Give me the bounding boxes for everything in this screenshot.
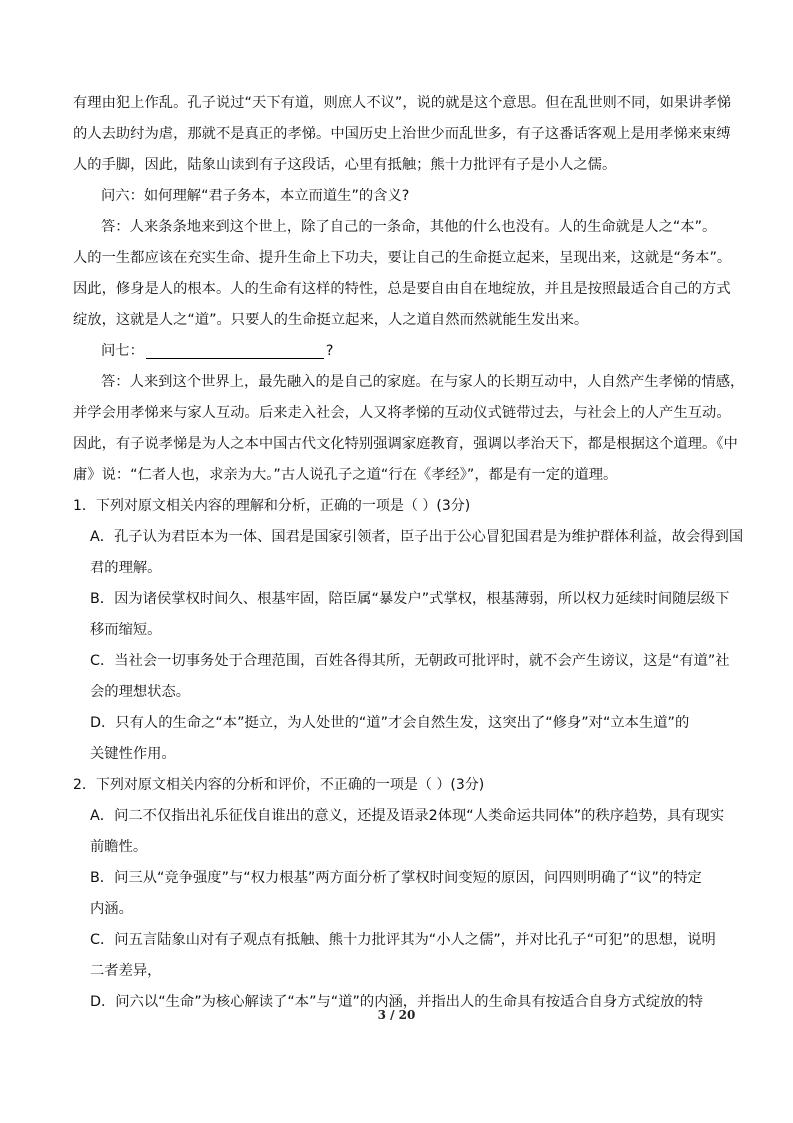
question-2-stem: 2．下列对原文相关内容的分析和评价，不正确的一项是（ ）(3分)	[73, 777, 485, 793]
question-1-option-b-cont: 移而缩短。	[90, 622, 162, 638]
q6-answer-line: 因此，修身是人的根本。人的生命有这样的特性，总是要自由自在地绽放，并且是按照最适合自己的方式	[73, 281, 731, 297]
q7-question-prefix: 问七：	[101, 343, 144, 359]
question-2-option-c-cont: 二者差异，	[90, 963, 162, 979]
question-1-option-d[interactable]: D．只有人的生命之“本”挺立，为人处世的“道”才会自然生发，这突出了“修身”对“立本生道”的	[90, 715, 690, 731]
q6-answer-line: 人的一生都应该在充实生命、提升生命上下功夫，要让自己的生命挺立起来，呈现出来，这就是“务本”。	[73, 250, 732, 266]
paragraph-line: 人的手脚，因此，陆象山读到有子这段话，心里有抵触；熊十力批评有子是小人之儒。	[73, 157, 617, 173]
question-2-option-a[interactable]: A．问二不仅指出礼乐征伐自谁出的意义，还提及语录2体现“人类命运共同体”的秩序趋势，具有现实	[90, 808, 725, 824]
question-2-option-b[interactable]: B．问三从“竞争强度”与“权力根基”两方面分析了掌权时间变短的原因，问四则明确了“议”的特定	[90, 870, 702, 886]
paragraph-line: 的人去助纣为虐，那就不是真正的孝悌。中国历史上治世少而乱世多，有子这番话客观上是用孝悌来束缚	[73, 126, 731, 142]
question-1-option-d-cont: 关键性作用。	[90, 746, 176, 762]
question-2-option-a-cont: 前瞻性。	[90, 839, 148, 855]
q7-question	[73, 336, 725, 367]
question-1-option-c[interactable]: C．当社会一切事务处于合理范围，百姓各得其所，无朝政可批评时，就不会产生谤议，这是“有道”社	[90, 653, 730, 669]
document-body	[73, 88, 745, 1018]
page-number: 3 / 20	[377, 1008, 416, 1022]
q6-answer-line: 绽放，这就是人之“道”。只要人的生命挺立起来，人之道自然而然就能生发出来。	[73, 312, 589, 328]
q6-question: 问六：如何理解“君子务本，本立而道生”的含义?	[101, 188, 410, 204]
q7-answer-line: 因此，有子说孝悌是为人之本中国古代文化特别强调家庭教育，强调以孝治天下，都是根据这个道理。《中	[73, 436, 738, 452]
question-1-option-b[interactable]: B．因为诸侯掌权时间久、根基牢固，陪臣属“暴发户”式掌权，根基薄弱，所以权力延续时间随层级下	[90, 591, 730, 607]
paragraph-line: 有理由犯上作乱。孔子说过“天下有道，则庶人不议”，说的就是这个意思。但在乱世则不同，如果讲孝悌	[73, 95, 732, 111]
q7-question-suffix: ?	[325, 343, 334, 359]
question-1-stem: 1．下列对原文相关内容的理解和分析，正确的一项是（ ）(3分)	[73, 498, 471, 514]
q7-answer-line: 并学会用孝悌来与家人互动。后来走入社会，人又将孝悌的互动仪式链带过去，与社会上的人产生互动。	[73, 405, 731, 421]
question-1-option-a-cont: 君的理解。	[90, 560, 162, 576]
q6-answer-line: 答：人来条条地来到这个世上，除了自己的一条命，其他的什么也没有。人的生命就是人之“本”。	[101, 219, 717, 235]
question-2-option-c[interactable]: C．问五言陆象山对有子观点有抵触、熊十力批评其为“小人之儒”，并对比孔子“可犯”的思想，说明	[90, 932, 716, 948]
question-1-option-a[interactable]: A．孔子认为君臣本为一体、国君是国家引领者，臣子出于公心冒犯国君是为维护群体利益，故会得到国	[90, 529, 744, 545]
question-2-option-d[interactable]: D．问六以“生命”为核心解读了“本”与“道”的内涵，并指出人的生命具有按适合自身方式绽放的特	[90, 994, 704, 1010]
q7-answer-line: 庸》说：“仁者人也，求亲为大。”古人说孔子之道“行在《孝经》”，都是有一定的道理。	[73, 467, 618, 483]
question-2-option-b-cont: 内涵。	[90, 901, 133, 917]
q7-answer-blank[interactable]	[146, 340, 324, 359]
question-1-option-c-cont: 会的理想状态。	[90, 684, 191, 700]
q7-answer-line: 答：人来到这个世界上，最先融入的是自己的家庭。在与家人的长期互动中，人自然产生孝悌的情感，	[101, 374, 745, 390]
